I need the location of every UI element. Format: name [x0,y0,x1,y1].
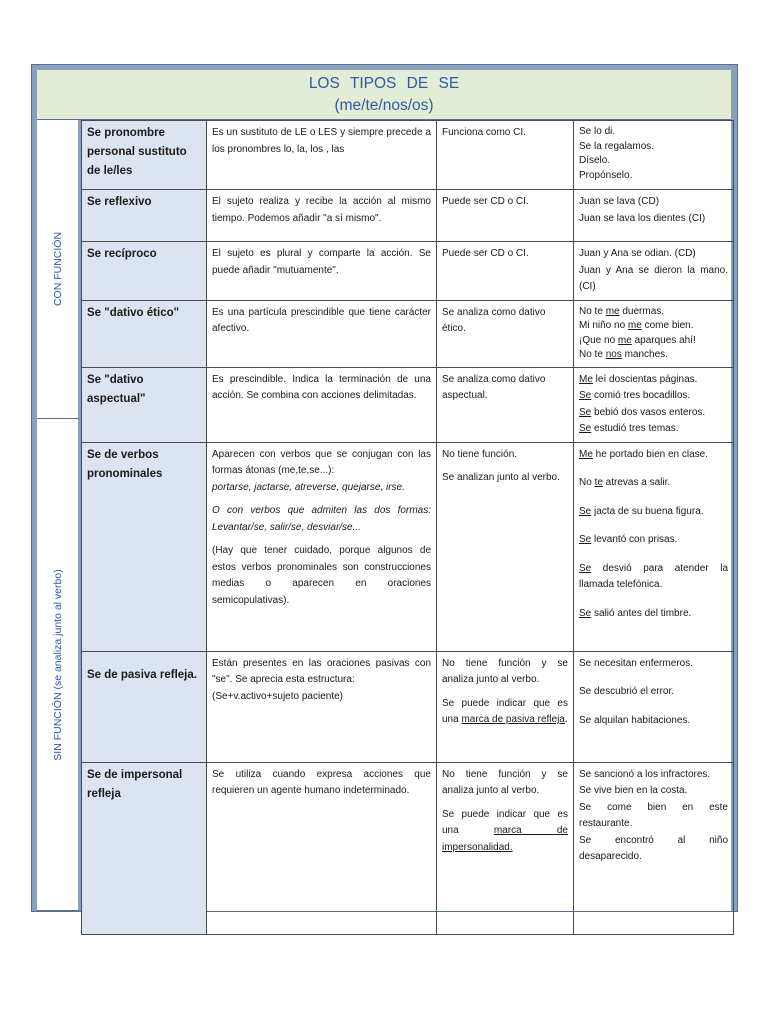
example-line: Se lo di. [579,126,616,137]
example-text: levantó con prisas. [591,534,678,545]
example-underlined-pronoun: Se [579,505,592,517]
example-line: Propónselo. [579,169,633,181]
function-text: . [564,714,568,725]
example-line [579,475,728,492]
example-line [579,405,728,422]
section-con-funcion [37,120,81,419]
example-text: leí doscientas páginas. [592,373,698,385]
table-row [82,367,734,442]
function-paragraph: No tiene función y se analiza junto al verbo. [442,768,568,796]
example-line [579,421,728,438]
row-examples [574,300,734,367]
example-line: Juan se lava los dientes (CI) [579,212,706,224]
row-name: Se pronombre personal sustituto de le/les [82,121,207,190]
example-underlined-pronoun: Me [579,448,593,460]
function-text: Se puede indicar que es una [442,808,568,836]
example-text: No te [579,349,606,360]
row-definition: Es un sustituto de LE o LES y siempre precede a los pronombres lo, la, los , las [207,121,437,190]
definition-structure: (Se+v.activo+sujeto paciente) [212,690,344,702]
example-text: No [579,477,595,488]
example-text: atrevas a salir. [602,477,671,488]
title-line-1: LOS TIPOS DE SE [308,75,460,92]
example-text: bebió dos vasos enteros. [591,406,706,418]
function-paragraph [442,807,568,857]
example-text: estudió tres temas. [591,423,679,434]
example-text: salió antes del timbre. [591,607,692,619]
row-name: Se de verbos pronominales [82,442,207,651]
row-examples [574,762,734,934]
row-function [437,762,574,934]
example-line [579,504,728,521]
example-underlined-pronoun: Se [579,390,592,401]
example-text: comió tres bocadillos. [591,390,691,401]
example-line: Se vive bien en la costa. [579,785,688,796]
row-examples [574,121,734,190]
row-function: Se analiza como dativo aspectual. [437,367,574,442]
example-text: desvió para atender la llamada telefónica. [579,562,728,590]
example-line [579,319,728,334]
table-row [82,242,734,301]
row-function: Se analiza como dativo ético. [437,300,574,367]
row-definition: El sujeto realiza y recibe la acción al mismo tiempo. Podemos añadir "a sí mismo". [207,190,437,242]
example-line: Díselo. [579,155,611,166]
definition-verb-list: portarse, jactarse, atreverse, quejarse, irse. [212,481,405,493]
row-examples [574,442,734,651]
example-text: Mi niño no [579,320,628,331]
example-line [579,372,728,389]
row-examples [574,242,734,301]
example-line: Se encontró al niño desaparecido. [579,834,728,862]
row-definition [207,651,437,762]
example-line: Se necesitan enfermeros. [579,657,693,669]
example-underlined-pronoun: Se [579,423,592,434]
row-definition: El sujeto es plural y comparte la acción. Se puede añadir "mutuamente". [207,242,437,301]
example-underlined-pronoun: Se [579,534,592,545]
function-text: Se puede indicar que es una [442,697,568,725]
example-text: No te [579,305,606,317]
row-name: Se de pasiva refleja. [82,651,207,762]
row-name: Se "dativo ético" [82,300,207,367]
example-underlined-pronoun: te [594,477,603,488]
table-row [82,190,734,242]
row-function [437,442,574,651]
function-paragraph: No tiene función. [442,448,518,460]
example-line: Juan y Ana se odian. (CD) [579,248,696,259]
example-line: Se come bien en este restaurante. [579,801,728,829]
example-line [579,334,728,349]
example-line [579,348,728,363]
example-line [579,561,728,594]
example-line: Juan se lava (CD) [579,196,660,207]
row-function [437,651,574,762]
example-underlined-pronoun: Se [579,406,592,418]
row-definition: Se utiliza cuando expresa acciones que requieren un agente humano indeterminado. [207,762,437,934]
example-text: jacta de su buena figura. [591,505,704,517]
example-text: ¡Que no [579,334,618,346]
function-underlined-term: marca de pasiva refleja [461,714,565,725]
section-label-con-funcion: CON FUNCIÓN [51,231,64,307]
example-line: Se alquilan habitaciones. [579,714,691,726]
row-examples [574,367,734,442]
example-line [579,305,728,320]
row-examples [574,190,734,242]
table-row [82,651,734,762]
example-line: Se la regalamos. [579,140,655,152]
example-underlined-pronoun: Se [579,562,592,574]
example-text: manches. [621,349,668,360]
section-sin-funcion [37,419,81,911]
table-row [82,442,734,651]
row-name: Se "dativo aspectual" [82,367,207,442]
example-line [579,532,728,549]
example-text: duermas. [619,305,665,317]
example-underlined-pronoun: me [617,334,632,346]
definition-paragraph: O con verbos que admiten las dos formas: Levantar/se, salir/se, desviar/se... [212,505,431,533]
example-line [579,606,728,623]
row-examples [574,651,734,762]
table-row [82,300,734,367]
section-label-sin-funcion: SIN FUNCIÓN (se analiza junto al verbo) [51,568,64,761]
example-text: come bien. [641,320,694,331]
row-definition: Es una partícula prescindible que tiene carácter afectivo. [207,300,437,367]
title-line-2: (me/te/nos/os) [334,97,434,114]
definition-paragraph: Están presentes en las oraciones pasivas con "se". Se aprecia esta estructura: [212,657,431,685]
page-title [37,70,731,120]
example-underlined-pronoun: nos [605,349,622,360]
row-function: Funciona como CI. [437,121,574,190]
definition-paragraph: Aparecen con verbos que se conjugan con las formas átonas (me,te,se...): [212,448,431,476]
example-line [579,388,728,405]
function-paragraph [442,696,568,729]
types-of-se-document [31,64,738,912]
example-underlined-pronoun: me [627,320,642,331]
function-paragraph: No tiene función y se analiza junto al verbo. [442,657,568,685]
row-function: Puede ser CD o CI. [437,190,574,242]
se-types-table [81,120,734,935]
row-definition [207,442,437,651]
definition-paragraph: (Hay que tener cuidado, porque algunos de estos verbos pronominales son construcciones medias o aparecen en oraciones semicopulativas). [212,545,431,606]
example-line: Juan y Ana se dieron la mano. (CI) [579,264,728,292]
row-definition: Es prescindible. Indica la terminación de una acción. Se combina con acciones delimitadas. [207,367,437,442]
row-name: Se de impersonal refleja [82,762,207,934]
function-paragraph: Se analizan junto al verbo. [442,472,560,483]
example-underlined-pronoun: Se [579,607,592,619]
example-line [579,447,728,464]
example-line: Se sancionó a los infractores. [579,768,711,780]
example-underlined-pronoun: Me [579,373,593,385]
row-function: Puede ser CD o CI. [437,242,574,301]
table-row [82,121,734,190]
example-text: aparques ahí! [631,334,696,346]
table-row [82,762,734,934]
row-name: Se reflexivo [82,190,207,242]
example-text: he portado bien en clase. [592,448,708,460]
row-name: Se recíproco [82,242,207,301]
example-underlined-pronoun: me [605,305,620,317]
example-line: Se descubrió el error. [579,686,675,697]
function-underlined-term: marca de impersonalidad. [442,825,568,853]
